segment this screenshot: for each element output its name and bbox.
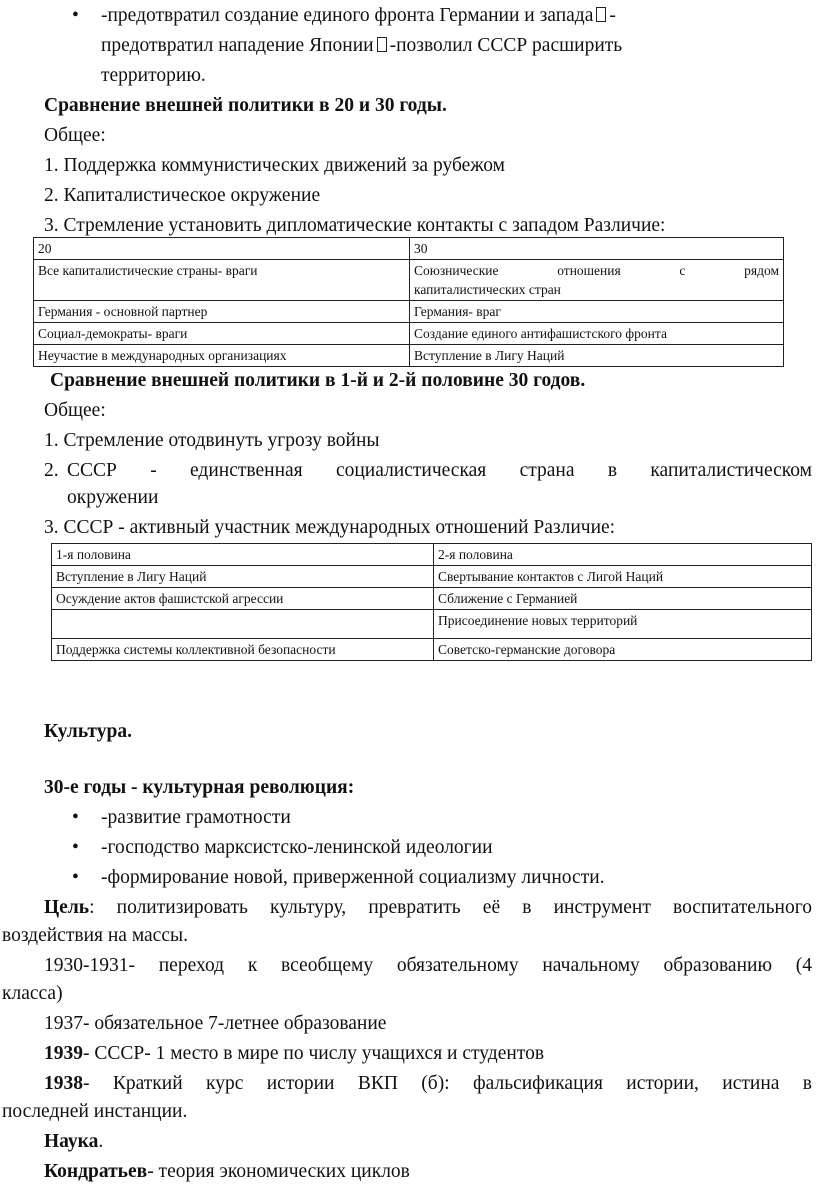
- table-cell: Германия- враг: [410, 301, 784, 323]
- section2-item-3: 3. СССР - активный участник международных отношений Различие:: [44, 517, 616, 538]
- table-cell: Присоединение новых территорий: [434, 610, 812, 639]
- section2-item-2-line-1: СССР - единственная социалистическая страна в капиталистическом: [67, 460, 812, 481]
- table-header-row: [34, 238, 784, 260]
- table-row: [34, 323, 784, 345]
- table-cell: [52, 610, 434, 639]
- intro-line-2: [101, 32, 622, 60]
- comparison-table-halves: [51, 543, 812, 661]
- kondratiev-text: - теория экономических циклов: [147, 1161, 410, 1182]
- intro-text-1: -предотвратил создание единого фронта Германии и запада: [101, 5, 594, 26]
- goal-line-1: [44, 894, 812, 922]
- table-header-cell: 1-я половина: [52, 544, 434, 566]
- science-label: Наука: [44, 1131, 99, 1152]
- table-cell: Осуждение актов фашистской агрессии: [52, 588, 434, 610]
- section2-item-2-line-2: окружении: [67, 487, 159, 508]
- table-row: [34, 301, 784, 323]
- table-cell: Вступление в Лигу Наций: [52, 566, 434, 588]
- table-cell: [410, 260, 784, 301]
- table-cell: Советско-германские договора: [434, 639, 812, 661]
- table-row: [52, 610, 812, 639]
- bullet-marker: •: [72, 5, 79, 26]
- culture-subheading: 30-е годы - культурная революция:: [44, 777, 355, 798]
- paragraph-1939-text: - СССР- 1 место в мире по числу учащихся и студентов: [83, 1043, 545, 1064]
- table-cell-line: Союзнические отношения с рядом: [414, 263, 779, 278]
- table-cell: Социал-демократы- враги: [34, 323, 410, 345]
- paragraph-1930-line-1: 1930-1931- переход к всеобщему обязательному начальному образованию (4: [44, 955, 812, 976]
- comparison-table-20-30: [33, 237, 784, 367]
- table-row: [52, 639, 812, 661]
- table-cell: Создание единого антифашистского фронта: [410, 323, 784, 345]
- culture-heading: Культура.: [44, 721, 132, 742]
- missing-glyph-icon: [596, 7, 606, 22]
- intro-text-2-tail: -позволил СССР расширить: [389, 35, 623, 56]
- table-row: [52, 588, 812, 610]
- table-cell: Поддержка системы коллективной безопасности: [52, 639, 434, 661]
- year-1939: 1939: [44, 1043, 83, 1064]
- table-header-cell: 30: [410, 238, 784, 260]
- table-cell: Свертывание контактов с Лигой Наций: [434, 566, 812, 588]
- intro-line-1: [101, 2, 616, 30]
- section2-heading: Сравнение внешней политики в 1-й и 2-й половине 30 годов.: [50, 370, 586, 391]
- section1-item-2: 2. Капиталистическое окружение: [44, 185, 321, 206]
- table-row: [34, 345, 784, 367]
- table-row: [34, 260, 784, 301]
- table-header-row: [52, 544, 812, 566]
- intro-line-3: территорию.: [101, 65, 206, 86]
- goal-label: Цель: [44, 897, 90, 918]
- paragraph-1938-line-2: последней инстанции.: [2, 1101, 188, 1122]
- section1-heading: Сравнение внешней политики в 20 и 30 годы.: [44, 95, 447, 116]
- paragraph-1937: 1937- обязательное 7-летнее образование: [44, 1013, 387, 1034]
- table-cell: Неучастие в международных организациях: [34, 345, 410, 367]
- section2-item-1: 1. Стремление отодвинуть угрозу войны: [44, 430, 380, 451]
- table-cell-line: капиталистических стран: [414, 282, 561, 297]
- science-line: [44, 1128, 103, 1156]
- culture-bullet-1: -развитие грамотности: [101, 807, 291, 828]
- table-cell: Все капиталистические страны- враги: [34, 260, 410, 301]
- section1-item-3: 3. Стремление установить дипломатические контакты с западом Различие:: [44, 215, 666, 236]
- intro-text-2: предотвратил нападение Японии: [101, 35, 374, 56]
- paragraph-1938-line-1: [44, 1070, 812, 1098]
- year-1938: 1938: [44, 1073, 83, 1094]
- bullet-marker: •: [72, 867, 79, 888]
- table-row: [52, 566, 812, 588]
- table-cell: Сближение с Германией: [434, 588, 812, 610]
- bullet-marker: •: [72, 837, 79, 858]
- section1-common-label: Общее:: [44, 125, 106, 146]
- table-cell: Германия - основной партнер: [34, 301, 410, 323]
- table-header-cell: 2-я половина: [434, 544, 812, 566]
- culture-bullet-3: -формирование новой, приверженной социализму личности.: [101, 867, 605, 888]
- table-cell: Вступление в Лигу Наций: [410, 345, 784, 367]
- bullet-marker: •: [72, 807, 79, 828]
- section2-common-label: Общее:: [44, 400, 106, 421]
- missing-glyph-icon: [377, 37, 387, 52]
- culture-bullet-2: -господство марксистско-ленинской идеологии: [101, 837, 493, 858]
- paragraph-1938-text: - Краткий курс истории ВКП (б): фальсификация истории, истина в: [83, 1073, 812, 1094]
- intro-text-1-tail: -: [609, 5, 616, 26]
- paragraph-1930-line-2: класса): [2, 983, 63, 1004]
- goal-line-2: воздействия на массы.: [2, 925, 188, 946]
- science-dot: .: [98, 1131, 104, 1152]
- goal-text: : политизировать культуру, превратить её в инструмент воспитательного: [89, 897, 812, 918]
- table-header-cell: 20: [34, 238, 410, 260]
- kondratiev-line: [44, 1158, 410, 1186]
- section2-item-2-number: 2.: [44, 460, 59, 481]
- paragraph-1939: [44, 1040, 544, 1068]
- kondratiev-label: Кондратьев: [44, 1161, 148, 1182]
- section1-item-1: 1. Поддержка коммунистических движений за рубежом: [44, 155, 505, 176]
